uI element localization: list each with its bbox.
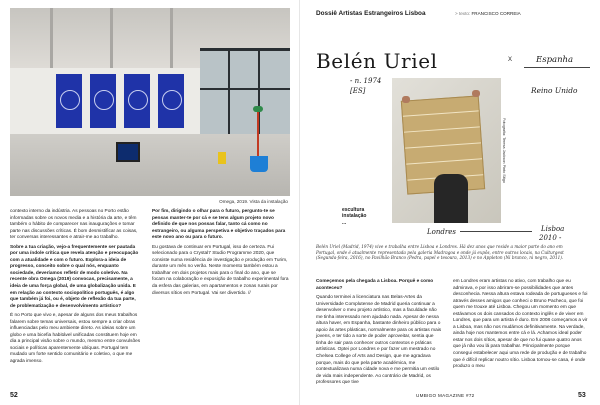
- interview-question: Sobre a tua criação, vejo-a frequentemente ser pautada por uma índole crítica que revela atenção e preocupação com a atualidade e com o futuro. Explora-a ideia de progresso, conceito sobre o qual nós, enquanto sociedade, deveríamos refletir de modo coletivo. Na recente obra Omega (2019) convocas, precisamente, a ideia de uma força global, de uma globalização unida. E em relação ao contexto sociopolítico português, é algo que também já foi, ou é, objeto de reflexão da tua parte, de problematização e desenvolvimento artístico?: [10, 244, 139, 309]
- rule: [524, 67, 590, 68]
- birth-year: - n. 1974: [350, 77, 382, 85]
- artist-figure: [434, 174, 468, 223]
- interview-question: Por fim, dirigindo o olhar para o futuro, pergunto-te se pensas manter-te por cá e se tens algum projeto novo definido de que nos possas falar, tanto cá como no estrangeiro, ou alguma perspetiva e objetivo traçados para este novo ano ou para o futuro.: [152, 209, 286, 241]
- body-paragraph: Quando terminei a licenciatura nas Belas-Artes da Universidade Complutense de Madrid queria continuar a desenvolver o meu projeto artístico, mas a faculdade não me tinha interessado nem ajudado nada. Apesar de nessa altura haver, em Espanha, bastante dinheiro público para o apoio às artes plásticas, normalmente para os artistas mais jovens, e ter tido a sorte de poder aproveitar, sentia que tinha de sair para conhecer outros contextos e práticas artísticas. Optei por Londres e por fazer um mestrado no Chelsea College of Arts and Design, que me agradava porque, mais do que pela parte académica, me contextualizava numa cidade nova e me permitia um estilo de vida mais independente. Ao contrário de Madrid, os professores que tive: [316, 295, 442, 386]
- body-paragraph: contexto interno da indústria. As pessoas no Porto estão informadas sobre os novos media e a história da arte, e têm também o hábito de comparecer nas inaugurações e tomar parte nas discussões críticas. É bom desmistificar as coisas, ter conversas interessantes e atrair-me ao trabalho.: [10, 209, 138, 241]
- body-paragraph: em Londres eram artistas no ativo, com trabalho que eu admirava, e por isso abriram-se possibilidades que antes desconhecia. Nessa altura estava rodeada de portugueses e foi através desses amigos que conheci o Bruno Pacheco, que foi quem me trouxe até Lisboa. Chegou um momento em que estávamos os dois cansados do contexto inglês e de viver em Londres, que para um artista é duro. Em 2008 começamos a vir a Lisboa, mas não nos mudámos definitivamente. Na verdade, ainda hoje nos mantemos entre cá e lá. Achamos ideal poder estar nos dois sítios, apesar de que no fui quase quatro anos que já não vou lá para trabalhar. Principalmente porque consegui estabelecer aqui uma rede de produção e de trabalho que é difícil replicar noutro sítio. Lisboa tornou-se casa, é onde produzo o meu: [453, 279, 588, 370]
- page-number: 52: [10, 392, 18, 399]
- page-number: 53: [578, 392, 586, 399]
- ceiling-beam: [170, 8, 173, 68]
- blue-banner-artwork: [56, 74, 82, 128]
- artist-caption: Belén Uriel (Madrid, 1974) vive e trabalha entre Lisboa e Londres. Há dez anos que reside a maior parte do ano em Portugal, onde é atualmente representada pela galeria Madragoa e onde já expôs, entre outros locais, na Culturgest (Segunda-feira, 2016), no Pavilhão Branco (Pedra, papel e tesoura, 2013) e no Appleton (Ni branco, ni negro, 2011).: [316, 244, 564, 261]
- rule: [460, 231, 532, 232]
- monitor-artwork: [116, 142, 140, 162]
- gallery-windows: [200, 48, 290, 134]
- hand: [402, 96, 410, 103]
- residence-country: Reino Unido: [531, 86, 578, 95]
- artist-portrait: [392, 78, 501, 223]
- section-title: Dossiê Artistas Estrangeiros Lisboa: [316, 10, 426, 17]
- magazine-footer: UMBIGO MAGAZINE #72: [416, 393, 475, 398]
- blue-banner-artwork: [124, 74, 150, 128]
- origin-country: Espanha: [536, 55, 574, 65]
- right-page: [300, 0, 600, 405]
- discipline: instalação: [342, 213, 367, 220]
- city-london: Londres: [427, 228, 456, 236]
- installation-photo: [10, 8, 290, 196]
- left-column-1: [10, 209, 142, 366]
- body-paragraph: É no Porto que vivo e, apesar de alguns dos meus trabalhos falarem sobre temas universais, estou sempre a criar obras influenciadas pelo meu ambiente direto. As ideias sobre um globo e uma bicefia habitável unificadas constituem hoje em dia a principal visão sobre o mundo, mesmo entre convulsões sociais e políticas aparentemente ubíquas. Portugal tem mudado um forte sentido comunitário e coletivo, o que me agrada imenso.: [10, 313, 141, 365]
- text-credit: [455, 11, 521, 16]
- city-lisbon: Lisboa: [541, 225, 565, 233]
- blue-bucket: [250, 156, 268, 172]
- photo-caption: Omega, 2019. Vista da instalação: [219, 199, 288, 204]
- since-year: 2010 -: [539, 234, 562, 242]
- credit-name: FRANCISCO CORREIA: [471, 11, 521, 16]
- left-column-2: [152, 209, 290, 297]
- yellow-jug: [218, 152, 226, 164]
- credit-label: > texto:: [455, 11, 471, 16]
- gallery-floor: [10, 134, 290, 196]
- blue-banner-artwork: [90, 74, 116, 128]
- mop-head: [253, 106, 263, 112]
- discipline: escultura: [342, 207, 365, 213]
- ceiling-beam: [50, 8, 53, 68]
- artist-name: Belén Uriel: [316, 49, 438, 73]
- blue-banner-artwork: [158, 74, 184, 128]
- origin-code: [ES]: [350, 87, 366, 95]
- body-paragraph: Eu gostava de continuar em Portugal, isso de certeza. Fui selecionado para o Crystal7 Studio Programme 2020, que consiste numa residência de investigação e produção em Turim, durante um mês no verão. Neste momento também estou a trabalhar em dois projetos mais para o final do ano, que se focam na colaboração e exposição de trabalho experimental fora da esfera das galerias, em apartamentos e zonas rurais por diversos sítios em Portugal. Vai ser divertido. //: [152, 244, 289, 296]
- discipline: ...: [342, 219, 347, 226]
- ceiling-beam: [110, 8, 113, 68]
- hand: [472, 90, 480, 97]
- right-column-1: [316, 279, 444, 387]
- photo-credit: Fotografia: Teresa Jackson Pinto Sitgo: [502, 118, 506, 183]
- disciplines-list: [342, 207, 366, 226]
- cross-mark: X: [508, 57, 513, 63]
- right-column-2: [453, 279, 590, 371]
- interview-question: Começemos pela chegada a Lisboa. Porquê e como aconteceu?: [316, 279, 434, 291]
- mop-handle: [257, 110, 259, 158]
